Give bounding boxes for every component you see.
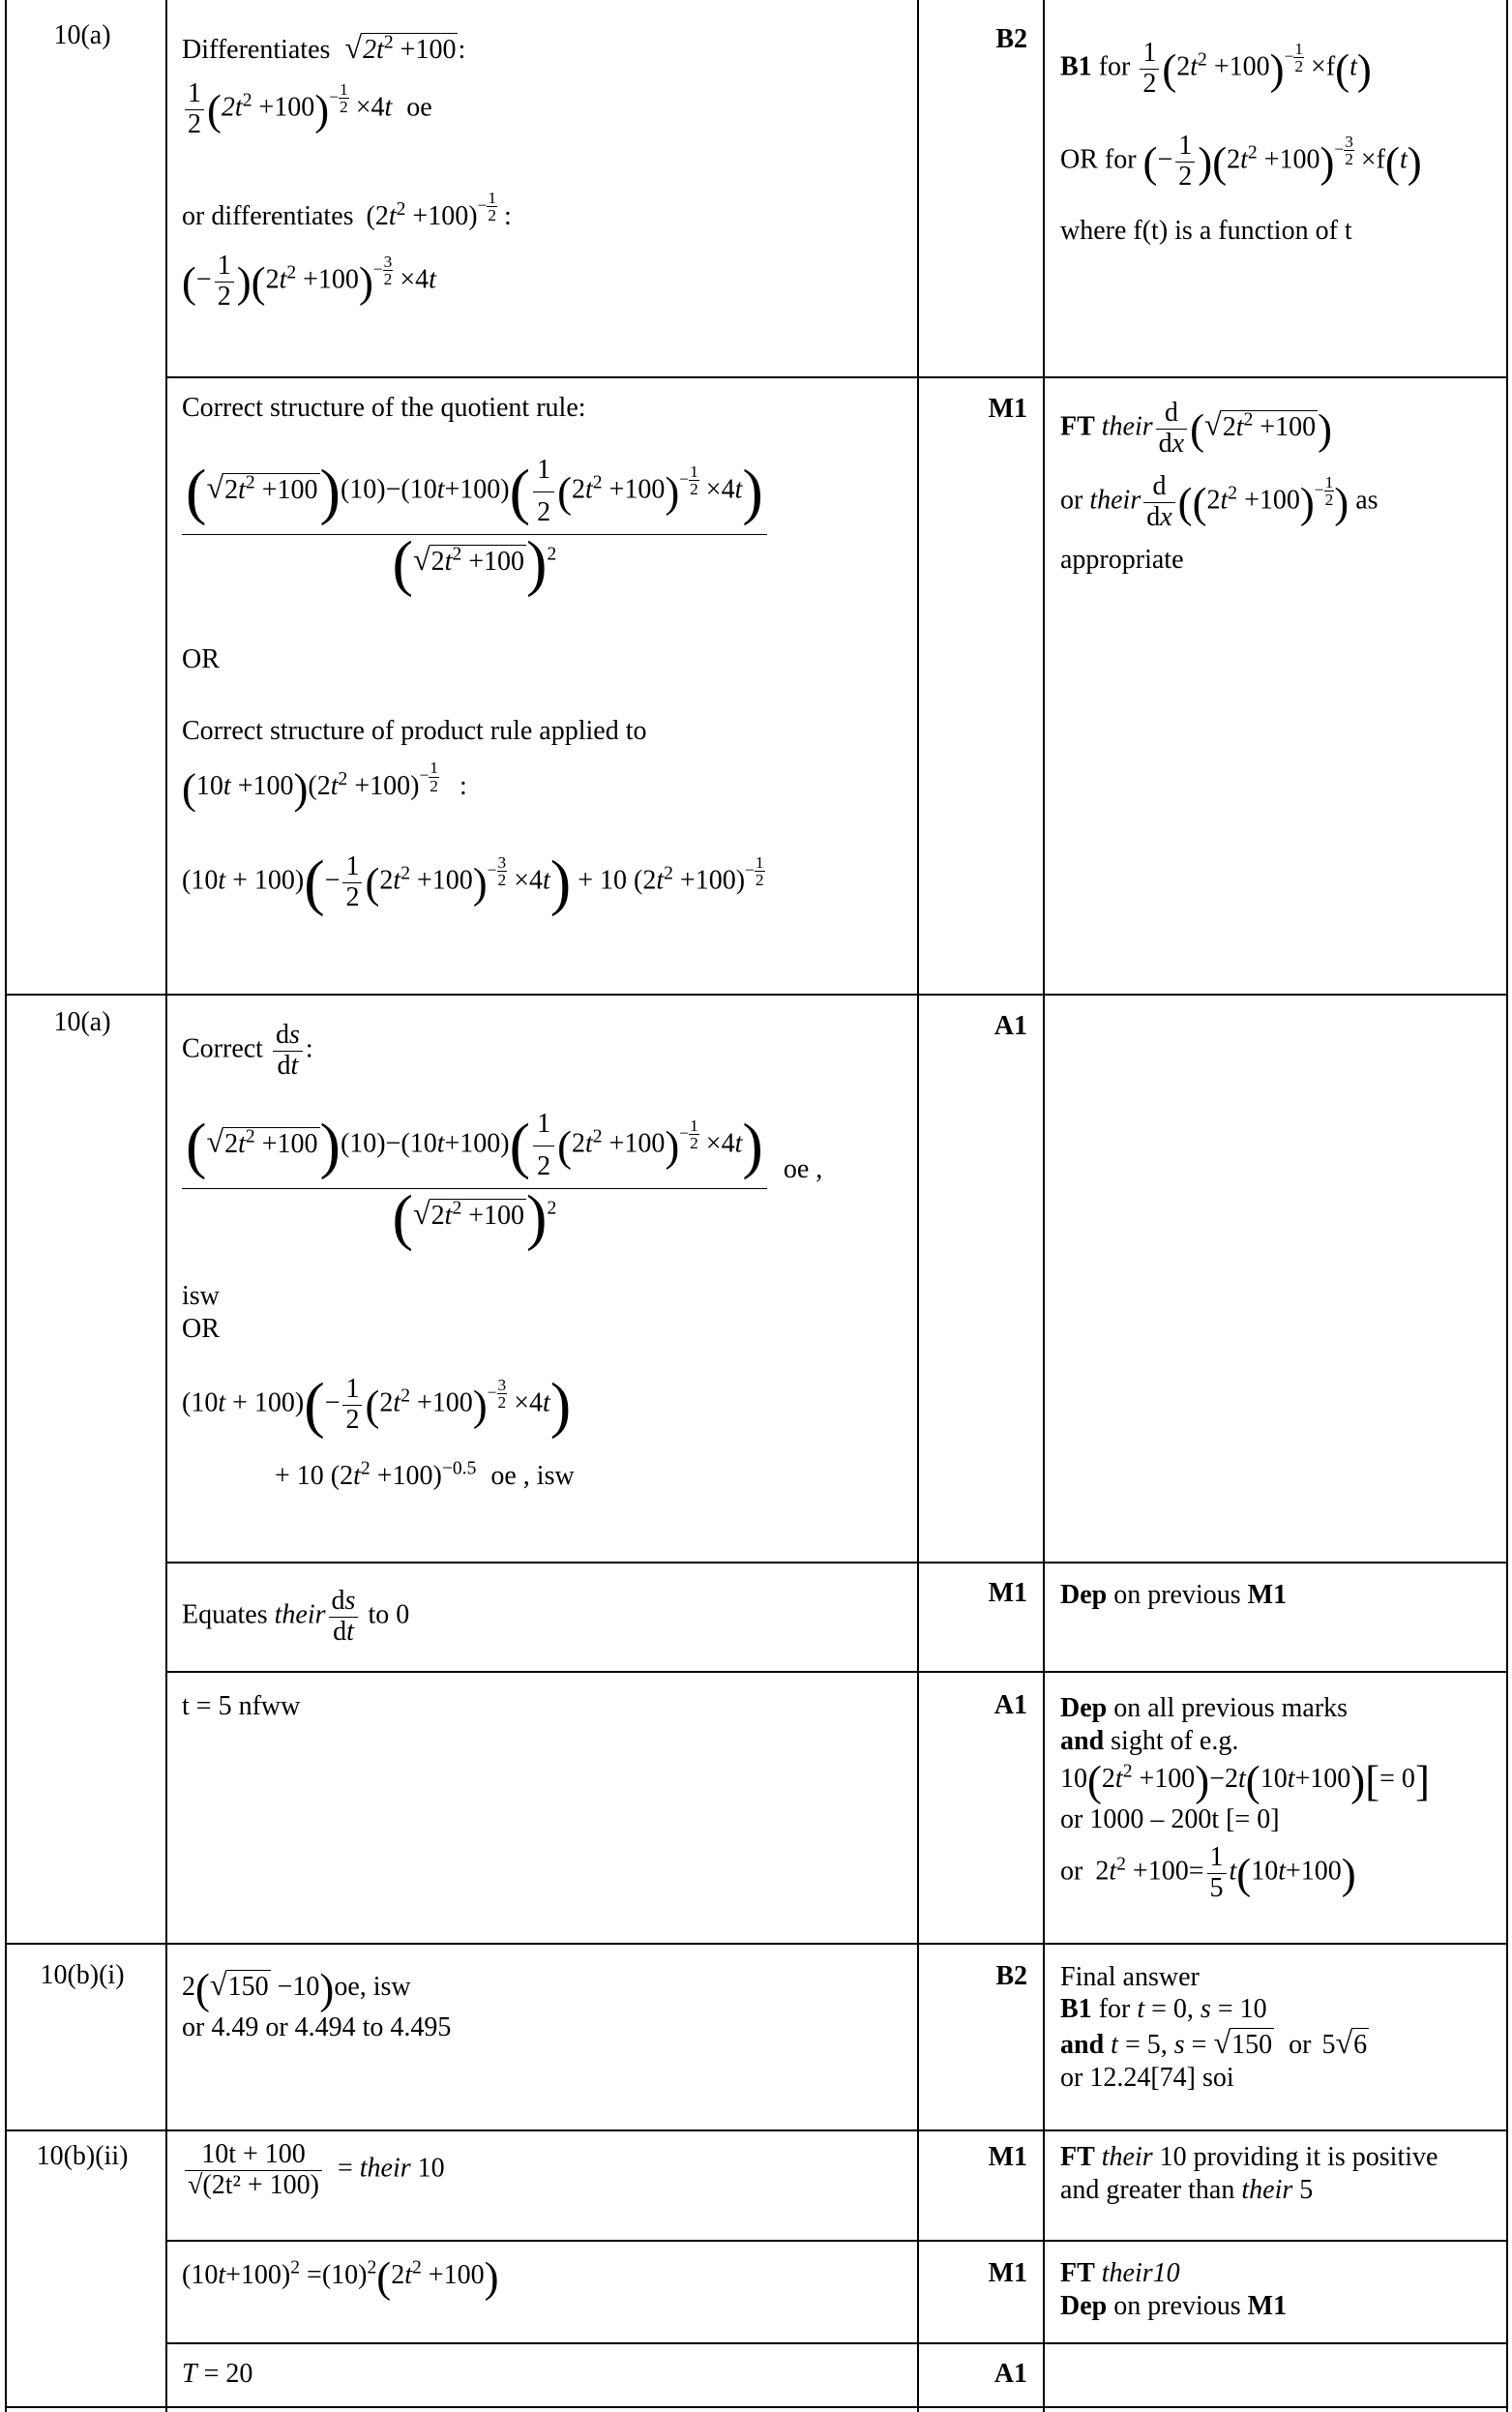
mark-code: M1: [1247, 2290, 1288, 2321]
grid-line: [5, 2406, 1508, 2408]
mark-code: M1: [988, 1578, 1027, 1608]
grid-line: [1506, 0, 1508, 2412]
grid-line: [165, 2342, 1508, 2344]
mark-code: A1: [993, 2359, 1027, 2389]
answer-text: oe: [406, 92, 432, 123]
guidance-cell: Dep on all previous marks and sight of e.g. $10(2t^2 +100)-2t(10t+100)[= 0]$ or 1000 – 200t [= 0] or $2t^2 +100=$ $\frac{1}{5}$ t(10t+100): [1060, 1692, 1500, 1904]
mark-code: FT: [1060, 2258, 1095, 2288]
answer-text: or differentiates: [182, 201, 354, 232]
guidance-cell: [1060, 1579, 1500, 1612]
answer-text: Correct: [182, 1033, 263, 1064]
mark-code: and: [1060, 2030, 1105, 2061]
answer-text: oe , isw: [490, 1461, 575, 1492]
answer-cell: Correct structure of the quotient rule: $(√2t^2 +100)(10)-(10t+100)$( $\frac{1}{2}$ $(2t^2 +100)-$ $\frac{1}{2}$ ×4t) $(√2t^2 +100)^2$ OR Correct structure of product rule applied to $(10t +100)(2t^2 +100)-$ $\frac{1}{2}$ : (10t + 100)(− $\frac{1}{2}$ $(2t^2 +100)-$ $\frac{3}{2}$ ×4t) + 10 $(2t^2 +100)-$ $\frac{1}{2}$: [182, 392, 907, 930]
grid-line: [5, 0, 7, 2412]
guidance-cell: FT their 10 providing it is positive and greater than their 5: [1060, 2142, 1438, 2205]
grid-line: [5, 1943, 1508, 1945]
answer-text: OR: [182, 644, 220, 675]
guidance-text: or: [1060, 1857, 1083, 1888]
guidance-text: their: [1101, 411, 1153, 442]
grid-line: [1043, 0, 1045, 2412]
answer-text: oe ,: [783, 1153, 823, 1184]
answer-text: Differentiates: [182, 35, 331, 65]
grid-line: [165, 1562, 1508, 1563]
answer-text: t = 5 nfww: [182, 1691, 301, 1721]
mark-code: Dep: [1060, 1693, 1108, 1723]
question-number: 10(a): [53, 20, 111, 50]
question-number: 10(b)(ii): [36, 2141, 129, 2171]
grid-line: [165, 1671, 1508, 1673]
answer-cell: $\frac{10t + 100}{\text{√(2t² + 100)}}$ = their 10: [182, 2140, 907, 2201]
answer-cell: Correct $\frac{ds}{dt}$ : $(√2t^2 +100)(10)-(10t+100)$( $\frac{1}{2}$ $(2t^2 +100)-$ $\frac{1}{2}$ ×4t) $(√2t^2 +100)^2$ oe , isw OR (10t + 100)(− $\frac{1}{2}$ $(2t^2 +100)-$ $\frac{3}{2}$ ×4t) + 10 $(2t^2 +100)^{-0.5}$ oe , isw: [182, 1021, 907, 1493]
guidance-text: where f(t) is a function of t: [1060, 216, 1352, 246]
mark-code: FT: [1060, 2142, 1095, 2172]
mark-code: A1: [993, 1011, 1027, 1041]
guidance-text: or 12.24[74] soi: [1060, 2063, 1234, 2094]
guidance-cell: [1060, 2257, 1500, 2322]
guidance-text: for: [1098, 51, 1131, 82]
mark-code: and: [1060, 1725, 1105, 1756]
guidance-text: sight of e.g.: [1111, 1725, 1239, 1756]
guidance-cell: B1 for $\frac{1}{2}$ $(2t^2 +100)-$ $\frac{1}{2}$ ×f(t) OR for (− $\frac{1}{2}$ )$(2t^2 +100)-$ $\frac{3}{2}$ ×f(t) where f(t) is a function of t: [1060, 39, 1500, 248]
guidance-cell: Final answer B1 for t = 0, s = 10 and t = 5, s = √150 or 5√6 or 12.24[74] soi: [1060, 1961, 1500, 2094]
grid-line: [5, 2129, 1508, 2131]
guidance-text: or 1000 – 200t [= 0]: [1060, 1803, 1280, 1834]
answer-text: :: [504, 201, 512, 232]
answer-text: Equates: [182, 1599, 268, 1630]
grid-line: [165, 2240, 1508, 2242]
answer-text: OR: [182, 1314, 220, 1345]
answer-text: Correct structure of the quotient rule:: [182, 393, 586, 423]
guidance-cell: FT their $\frac{d}{dx}$ $(√2t^2 +100)$ or their $\frac{d}{dx}$ ($(2t^2 +100)-$ $\frac{1}{2}$ ) as appropriate: [1060, 399, 1500, 577]
mark-code: B1: [1060, 1994, 1092, 2025]
guidance-text: on previous: [1113, 2290, 1241, 2321]
question-number: 10(b)(i): [40, 1960, 125, 1990]
grid-line: [165, 376, 1508, 378]
grid-line: [165, 0, 167, 2412]
quotient-fraction: $(√2t^2 +100)(10)-(10t+100)$( $\frac{1}{2}$ $(2t^2 +100)-$ $\frac{1}{2}$ ×4t) $(√2t^2 +100)^2$: [182, 1110, 767, 1233]
answer-text: their: [274, 1599, 326, 1630]
mark-code: A1: [993, 1690, 1027, 1720]
mark-code: M1: [988, 2142, 1027, 2172]
ratio-fraction: $\frac{10t + 100}{\text{√(2t² + 100)}}$: [185, 2140, 322, 2201]
mark-code: B2: [995, 24, 1027, 54]
answer-text: to 0: [368, 1599, 410, 1630]
answer-text: or 4.49 or 4.494 to 4.495: [182, 2012, 452, 2043]
quotient-rule-fraction: $(√2t^2 +100)(10)-(10t+100)$( $\frac{1}{2}$ $(2t^2 +100)-$ $\frac{1}{2}$ ×4t) $(√2t^2 +100)^2$: [182, 456, 767, 579]
guidance-text: as: [1355, 485, 1379, 516]
mark-code: Dep: [1060, 1580, 1108, 1610]
answer-cell: $(10t+100)^2 =(10)^2(2t^2 +100)$: [182, 2252, 499, 2302]
grid-line: [917, 0, 919, 2412]
mark-code: M1: [1247, 1580, 1288, 1610]
guidance-text: appropriate: [1060, 545, 1184, 575]
guidance-text: on previous: [1113, 1580, 1241, 1610]
grid-line: [5, 994, 1508, 996]
answer-text: Correct structure of product rule applied to: [182, 716, 647, 747]
question-number: 10(a): [53, 1007, 111, 1037]
answer-text: isw: [182, 1281, 220, 1311]
mark-code: B1: [1060, 51, 1092, 82]
guidance-text: Final answer: [1060, 1962, 1200, 1992]
mark-code: M1: [988, 2258, 1027, 2288]
mark-code: M1: [988, 394, 1027, 424]
guidance-text: on all previous marks: [1113, 1693, 1349, 1723]
answer-cell: Differentiates $√2t^2 +100$: $\frac{1}{2}$ $(2t^2 +100)-$ $\frac{1}{2}$ ×4t oe or differentiates $(2t^2 +100)-$ $\frac{1}{2}$ : (− $\frac{1}{2}$ )$(2t^2 +100)-$ $\frac{3}{2}$ ×4t: [182, 30, 512, 312]
answer-cell: T = 20: [182, 2359, 253, 2389]
mark-code: Dep: [1060, 2290, 1108, 2321]
guidance-text: OR for: [1060, 144, 1137, 175]
answer-cell: Equates their $\frac{ds}{dt}$ to 0: [182, 1586, 410, 1647]
mark-code: B2: [995, 1961, 1027, 1991]
guidance-text: their10: [1101, 2258, 1180, 2288]
answer-cell: 2(√150 −10)oe, isw or 4.49 or 4.494 to 4.495: [182, 1966, 907, 2044]
answer-text: :: [458, 35, 466, 65]
answer-text: :: [305, 1033, 313, 1064]
mark-code: FT: [1060, 411, 1095, 442]
answer-cell: [182, 1690, 907, 1723]
